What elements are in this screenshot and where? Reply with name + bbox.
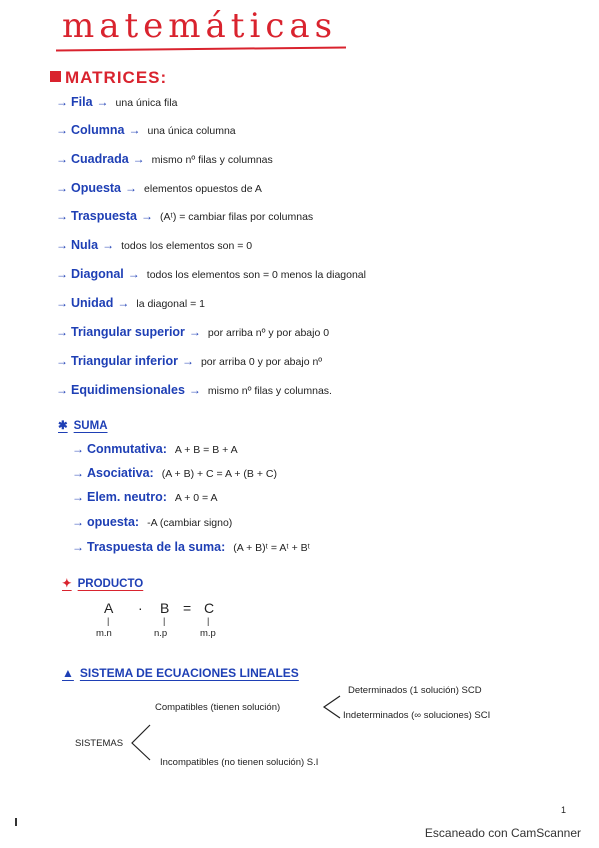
list-item: → Triangular inferior → por arriba 0 y por abajo nº bbox=[56, 354, 323, 368]
arrow-icon: → bbox=[188, 383, 201, 397]
producto-heading: ✦ PRODUCTO bbox=[62, 578, 144, 590]
arrow-icon: → bbox=[72, 466, 84, 480]
sistema-heading: ▲ SISTEMA DE ECUACIONES LINEALES bbox=[62, 666, 299, 680]
arrow-icon: → bbox=[188, 325, 201, 339]
matrix-b: B bbox=[160, 600, 170, 616]
arrow-icon: → bbox=[72, 515, 84, 529]
list-item: → Fila → una única fila bbox=[56, 95, 178, 109]
scanner-watermark: Escaneado con CamScanner bbox=[424, 826, 581, 840]
suma-heading: ✱ SUMA bbox=[58, 420, 108, 432]
triangle-bullet-icon: ▲ bbox=[62, 666, 74, 680]
tick: | bbox=[163, 616, 166, 626]
arrow-icon: → bbox=[102, 238, 115, 252]
list-item: → Columna → una única columna bbox=[56, 123, 236, 137]
product-dot: · bbox=[138, 600, 143, 616]
arrow-icon: → bbox=[181, 354, 194, 368]
brace-compatibles bbox=[324, 696, 340, 718]
list-item: → Equidimensionales → mismo nº filas y columnas. bbox=[56, 383, 332, 397]
arrow-icon: → bbox=[96, 95, 109, 109]
scan-mark bbox=[15, 818, 17, 826]
determinados-text: Determinados (1 solución) SCD bbox=[348, 685, 482, 696]
arrow-icon: → bbox=[72, 540, 84, 554]
brace-sistemas bbox=[132, 725, 150, 760]
arrow-icon: → bbox=[72, 490, 84, 504]
arrow-icon: → bbox=[56, 95, 68, 109]
arrow-icon: → bbox=[128, 123, 141, 137]
tick: | bbox=[107, 616, 110, 626]
list-item: → Traspuesta → (Aᵗ) = cambiar filas por columnas bbox=[56, 209, 314, 223]
dim-b: n.p bbox=[154, 628, 168, 639]
list-item: → Unidad → la diagonal = 1 bbox=[56, 296, 205, 310]
list-item: → Diagonal → todos los elementos son = 0 menos la diagonal bbox=[56, 267, 366, 281]
compatibles-text: Compatibles (tienen solución) bbox=[155, 702, 281, 713]
arrow-icon: → bbox=[132, 152, 145, 166]
list-item: → Conmutativa: A + B = B + A bbox=[72, 442, 238, 456]
list-item: → Asociativa: (A + B) + C = A + (B + C) bbox=[72, 466, 277, 480]
list-item: → opuesta: -A (cambiar signo) bbox=[72, 515, 233, 529]
page-title: matemáticas bbox=[62, 6, 338, 46]
matrix-c: C bbox=[204, 600, 215, 616]
arrow-icon: → bbox=[56, 181, 68, 195]
tick: | bbox=[207, 616, 210, 626]
arrow-icon: → bbox=[127, 267, 140, 281]
arrow-icon: → bbox=[56, 267, 68, 281]
arrow-icon: → bbox=[125, 181, 138, 195]
arrow-icon: → bbox=[56, 325, 68, 339]
arrow-icon: → bbox=[56, 296, 68, 310]
list-item: → Opuesta → elementos opuestos de A bbox=[56, 181, 262, 195]
page-number: 1 bbox=[561, 805, 567, 815]
star-bullet-icon: ✱ bbox=[58, 420, 68, 432]
matrix-a: A bbox=[104, 600, 114, 616]
star-bullet-icon: ✦ bbox=[62, 578, 72, 590]
list-item: → Traspuesta de la suma: (A + B)ᵗ = Aᵗ + Bᵗ bbox=[72, 540, 310, 554]
arrow-icon: → bbox=[117, 296, 130, 310]
list-item: → Elem. neutro: A + 0 = A bbox=[72, 490, 218, 504]
list-item: → Nula → todos los elementos son = 0 bbox=[56, 238, 253, 252]
arrow-icon: → bbox=[141, 209, 154, 223]
list-item: → Cuadrada → mismo nº filas y columnas bbox=[56, 152, 273, 166]
arrow-icon: → bbox=[72, 442, 84, 456]
arrow-icon: → bbox=[56, 238, 68, 252]
arrow-icon: → bbox=[56, 383, 68, 397]
product-equals: = bbox=[183, 600, 192, 616]
list-item: → Triangular superior → por arriba nº y por abajo 0 bbox=[56, 325, 330, 339]
matrices-heading: MATRICES: bbox=[50, 68, 167, 88]
dim-c: m.p bbox=[200, 628, 216, 639]
arrow-icon: → bbox=[56, 209, 68, 223]
incompatibles-text: Incompatibles (no tienen solución) S.I bbox=[160, 757, 319, 768]
sistemas-root: SISTEMAS bbox=[75, 738, 124, 749]
arrow-icon: → bbox=[56, 123, 68, 137]
arrow-icon: → bbox=[56, 152, 68, 166]
dim-a: m.n bbox=[96, 628, 112, 639]
indeterminados-text: Indeterminados (∞ soluciones) SCI bbox=[343, 710, 491, 721]
arrow-icon: → bbox=[56, 354, 68, 368]
